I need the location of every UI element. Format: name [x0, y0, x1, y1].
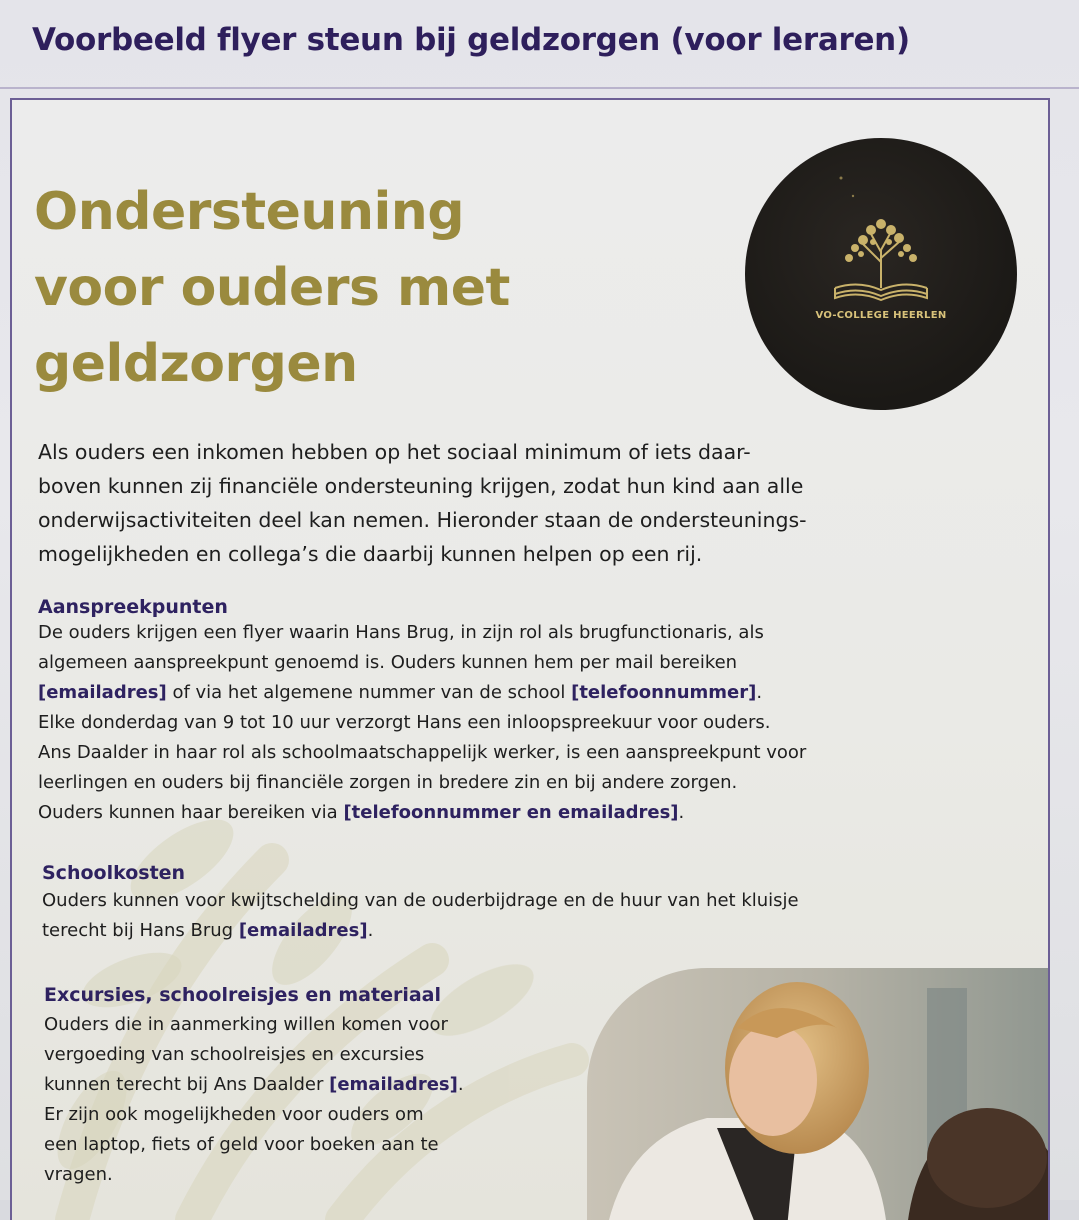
paragraph-text: kunnen terecht bij Ans Daalder [44, 1074, 330, 1095]
paragraph-line: algemeen aanspreekpunt genoemd is. Ouders kunnen hem per mail bereiken [38, 652, 738, 673]
aanspreekpunten-paragraph [38, 618, 806, 828]
intro-paragraph [38, 435, 998, 571]
flyer-title-line: Ondersteuning [34, 182, 465, 242]
placeholder-phone: [telefoonnummer] [571, 682, 757, 703]
intro-line: onderwijsactiviteiten deel kan nemen. Hieronder staan de ondersteunings- [38, 508, 807, 532]
placeholder-contact: [telefoonnummer en emailadres] [343, 802, 679, 823]
paragraph-text: . [678, 802, 685, 823]
paragraph-line [38, 678, 806, 708]
section-title-excursies: Excursies, schoolreisjes en materiaal [44, 984, 442, 1006]
paragraph-line: een laptop, fiets of geld voor boeken aan te [44, 1134, 439, 1155]
section-title-aanspreekpunten: Aanspreekpunten [38, 596, 228, 618]
placeholder-email: [emailadres] [329, 1074, 458, 1095]
flyer-title [34, 174, 510, 402]
intro-line: boven kunnen zij financiële ondersteuning krijgen, zodat hun kind aan alle [38, 474, 804, 498]
paragraph-line: Er zijn ook mogelijkheden voor ouders om [44, 1104, 424, 1125]
paragraph-line: De ouders krijgen een flyer waarin Hans Brug, in zijn rol als brugfunctionaris, als [38, 622, 764, 643]
placeholder-email: [emailadres] [38, 682, 167, 703]
logo-text: VO-COLLEGE HEERLEN [815, 310, 947, 321]
paragraph-line: leerlingen en ouders bij financiële zorgen in bredere zin en bij andere zorgen. [38, 772, 738, 793]
paragraph-text: terecht bij Hans Brug [42, 920, 239, 941]
paragraph-line: vragen. [44, 1164, 113, 1185]
paragraph-line [44, 1070, 464, 1100]
excursies-paragraph [44, 1010, 464, 1190]
placeholder-email: [emailadres] [238, 920, 368, 941]
paragraph-text: . [756, 682, 763, 703]
flyer-title-line: geldzorgen [34, 334, 358, 394]
paragraph-line: Ans Daalder in haar rol als schoolmaatschappelijk werker, is een aanspreekpunt voor [38, 742, 807, 763]
paragraph-line: Elke donderdag van 9 tot 10 uur verzorgt Hans een inloopspreekuur voor ouders. [38, 712, 771, 733]
paragraph-line: vergoeding van schoolreisjes en excursies [44, 1044, 425, 1065]
paragraph-line: Ouders die in aanmerking willen komen voor [44, 1014, 448, 1035]
paragraph-text: of via het algemene nummer van de school [166, 682, 572, 703]
flyer-title-line: voor ouders met [34, 258, 510, 318]
tree-book-icon [745, 138, 1017, 410]
paragraph-line: Ouders kunnen voor kwijtschelding van de ouderbijdrage en de huur van het kluisje [42, 890, 799, 911]
page-heading: Voorbeeld flyer steun bij geldzorgen (voor leraren) [32, 22, 910, 58]
paragraph-line [38, 798, 806, 828]
schoolkosten-paragraph [42, 886, 799, 946]
teacher-photo [587, 968, 1050, 1220]
intro-line: Als ouders een inkomen hebben op het sociaal minimum of iets daar- [38, 440, 751, 464]
paragraph-text: . [367, 920, 374, 941]
heading-divider [0, 87, 1079, 89]
flyer-document [10, 98, 1050, 1220]
photo-illustration [587, 968, 1050, 1220]
section-title-schoolkosten: Schoolkosten [42, 862, 186, 884]
school-logo [745, 138, 1017, 410]
paragraph-line [42, 916, 799, 946]
intro-line: mogelijkheden en collega’s die daarbij kunnen helpen op een rij. [38, 542, 703, 566]
paragraph-text: Ouders kunnen haar bereiken via [38, 802, 344, 823]
paragraph-text: . [457, 1074, 464, 1095]
